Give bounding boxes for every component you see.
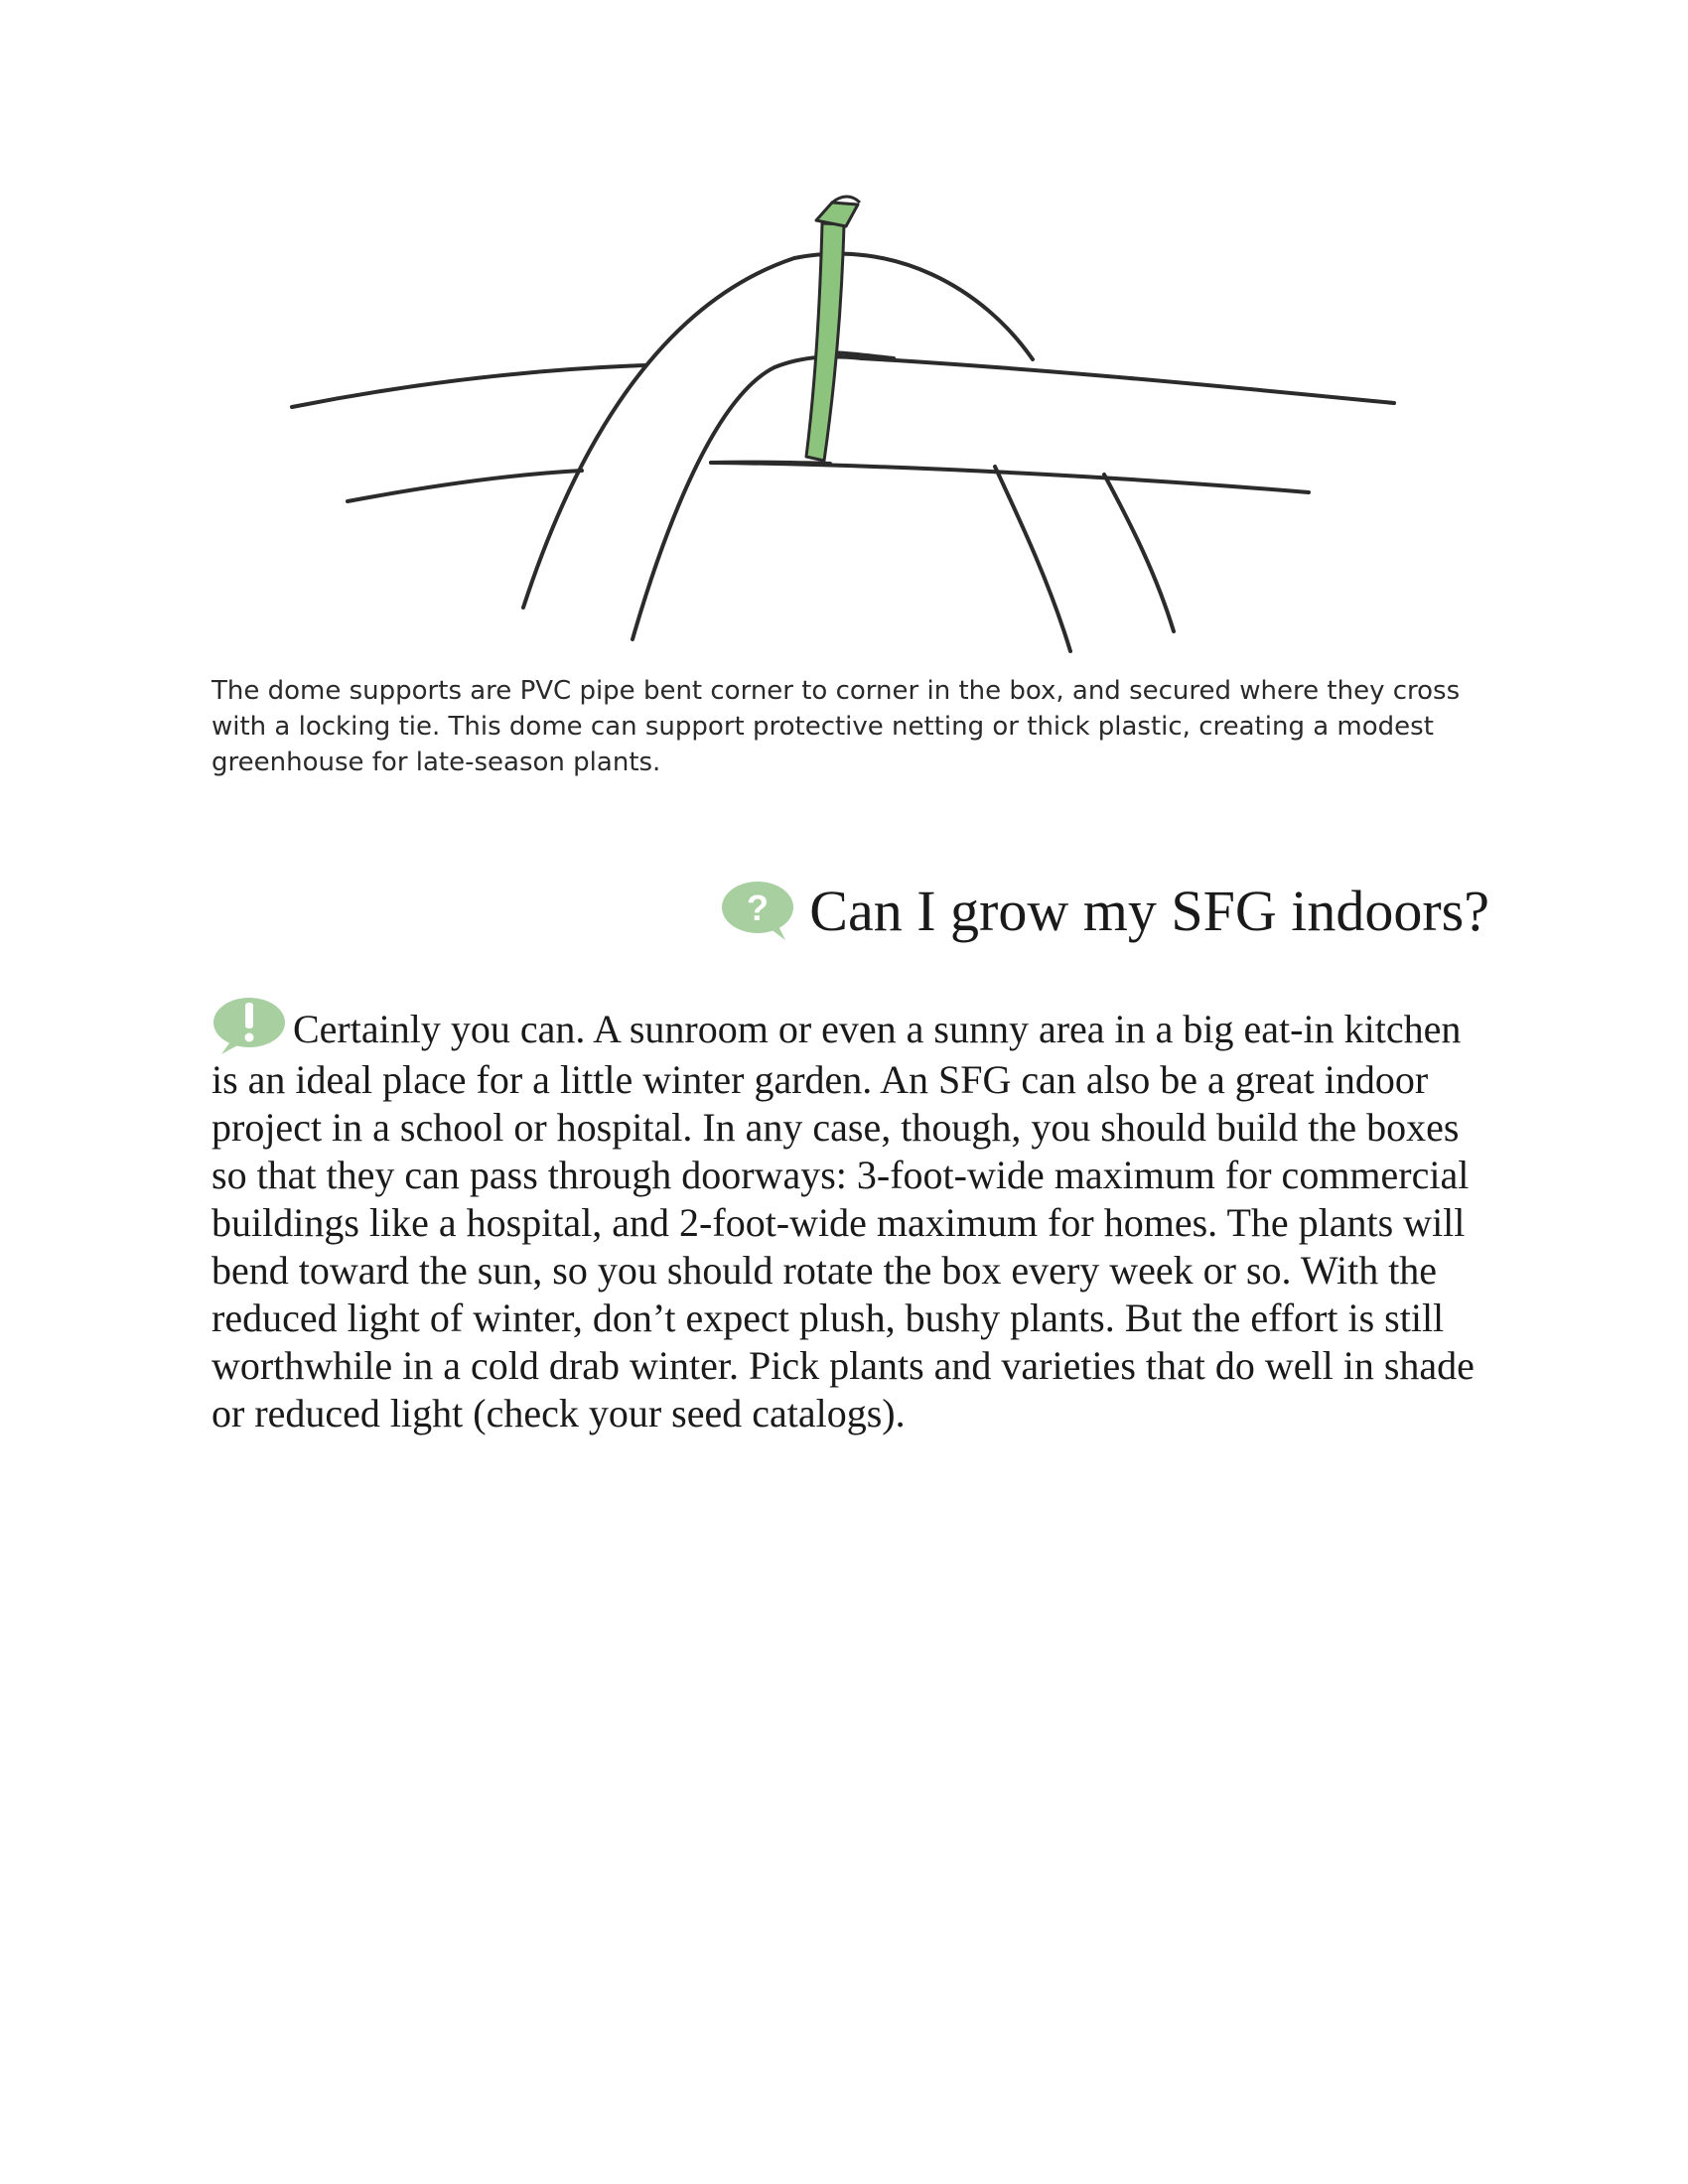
pvc-pipe-front-right <box>711 463 1309 492</box>
pvc-arch-outer <box>523 254 1033 608</box>
exclamation-bubble-icon <box>211 995 287 1056</box>
dome-support-illustration <box>0 0 1688 675</box>
pvc-pipe-back-left <box>292 365 645 407</box>
question-heading <box>695 866 1489 955</box>
pvc-leg-right-1 <box>995 467 1070 651</box>
pvc-pipe-center-bottom <box>711 463 830 464</box>
locking-tie-icon <box>806 197 860 461</box>
pvc-leg-right-2 <box>1104 475 1174 631</box>
figure-caption: The dome supports are PVC pipe bent corner to corner in the box, and secured where they cross with a locking tie. This dome can support protective netting or thick plastic, creating a modest greenhouse for late-season plants. <box>211 676 1461 777</box>
answer-text: Certainly you can. A sunroom or even a sunny area in a big eat-in kitchen is an ideal place for a little winter garden. An SFG can also be a great indoor project in a school or hospital. In any case, though, you should build the boxes so that they can pass through doorways: 3-foot-wide maximum for commercial buildings like a hospital, and 2-foot-wide maximum for homes. The plants will bend toward the sun, so you should rotate the box every week or so. With the reduced light of winter, don’t expect plush, bushy plants. But the effort is still worthwhile in a cold drab winter. Pick plants and varieties that do well in shade or reduced light (check your seed catalogs). <box>211 1007 1475 1435</box>
pvc-pipe-back-right <box>862 358 1394 403</box>
question-text: Can I grow my SFG indoors? <box>809 878 1489 943</box>
answer-paragraph <box>211 995 1492 1437</box>
svg-text:?: ? <box>747 887 770 928</box>
pvc-pipe-front-left <box>348 471 582 501</box>
question-bubble-icon <box>720 879 797 942</box>
